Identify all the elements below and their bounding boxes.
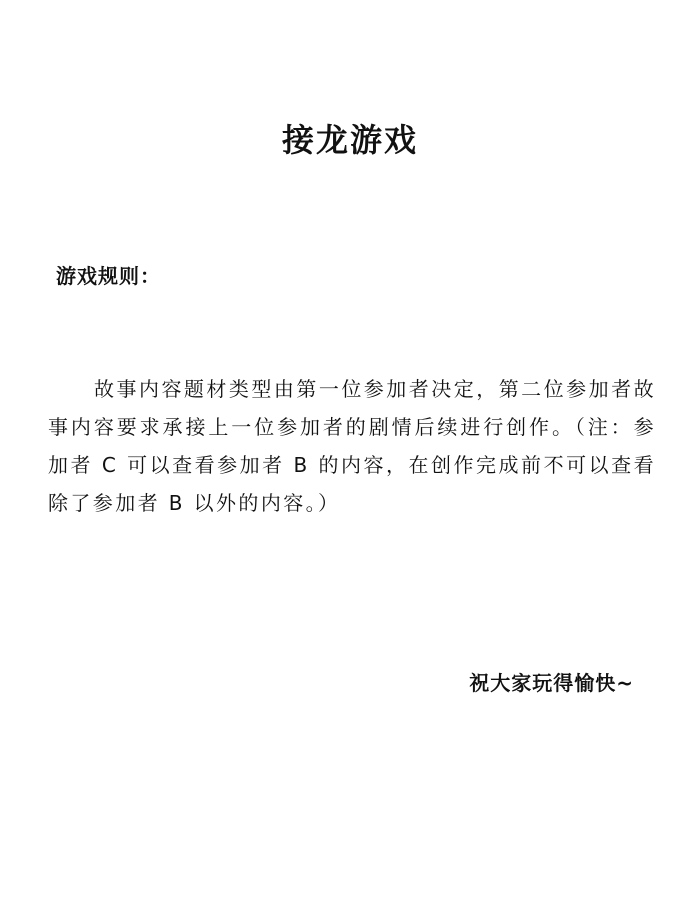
closing-line: 祝大家玩得愉快~ — [469, 671, 634, 695]
rules-paragraph: 故事内容题材类型由第一位参加者决定，第二位参加者故事内容要求承接上一位参加者的剧情后续进行创作。（注：参加者 C 可以查看参加者 B 的内容，在创作完成前不可以查看除了参加者 B 以外的内容。） — [48, 377, 656, 515]
document-title: 接龙游戏 — [281, 121, 418, 159]
rules-heading: 游戏规则： — [56, 264, 161, 288]
